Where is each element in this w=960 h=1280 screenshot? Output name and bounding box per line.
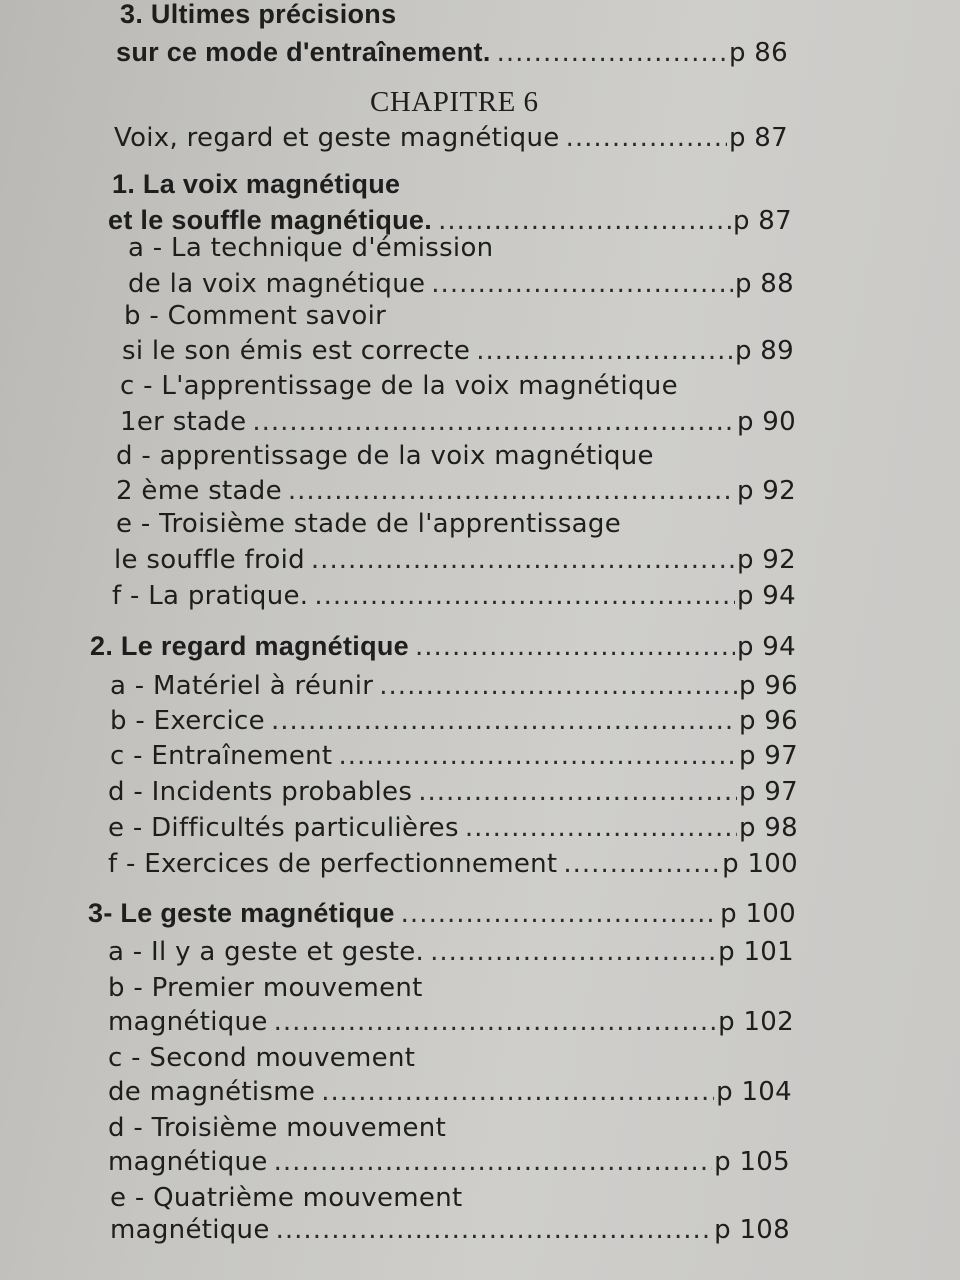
toc-entry-text: c - Entraînement — [110, 741, 333, 771]
toc-leader-dots — [563, 848, 720, 880]
toc-subentry-line: a - La technique d'émission — [128, 233, 494, 263]
toc-subentry — [114, 544, 796, 576]
toc-page-number: p 90 — [736, 407, 796, 437]
toc-entry-text: le souffle froid — [114, 545, 305, 575]
toc-subentry — [108, 848, 798, 880]
chapter-title: Voix, regard et geste magnétique — [114, 123, 560, 153]
chapter-heading: CHAPITRE 6 — [370, 86, 539, 118]
toc-leader-dots — [314, 580, 735, 612]
toc-subentry-line: b - Premier mouvement — [108, 973, 423, 1003]
toc-entry-text: de la voix magnétique — [128, 269, 426, 299]
toc-entry-text: de magnétisme — [108, 1077, 316, 1107]
toc-entry-text: a - Matériel à réunir — [110, 671, 374, 701]
toc-subentry — [116, 475, 796, 507]
toc-entry-text: 2 ème stade — [116, 476, 282, 506]
toc-subentry-line: c - L'apprentissage de la voix magnétique — [120, 371, 678, 401]
toc-page-number: p 87 — [732, 206, 792, 236]
toc-subentry — [110, 1214, 790, 1246]
toc-leader-dots — [276, 1214, 712, 1246]
toc-page-number: p 104 — [716, 1077, 792, 1107]
toc-leader-dots — [497, 37, 727, 69]
toc-subentry — [112, 580, 796, 612]
toc-subentry-line: c - Second mouvement — [108, 1043, 416, 1073]
toc-section-title: 2. Le regard magnétique — [90, 631, 409, 661]
toc-leader-dots — [321, 1076, 714, 1108]
toc-leader-dots — [288, 475, 735, 507]
toc-subentry-line: d - apprentissage de la voix magnétique — [116, 441, 654, 471]
toc-page-number: p 100 — [722, 849, 798, 879]
toc-section-entry — [88, 897, 796, 930]
toc-entry-text: et le souffle magnétique. — [108, 205, 433, 235]
toc-leader-dots — [401, 898, 718, 930]
toc-page-number: p 100 — [720, 899, 796, 929]
toc-section-title: 3- Le geste magnétique — [88, 898, 395, 928]
toc-page-number: p 97 — [738, 741, 798, 771]
toc-subentry — [120, 406, 796, 438]
toc-entry-text: f - Exercices de perfectionnement — [108, 849, 558, 879]
chapter-title-entry — [114, 122, 788, 154]
toc-subentry-line: d - Troisième mouvement — [108, 1113, 447, 1143]
toc-page-number: p 108 — [714, 1215, 790, 1245]
toc-subentry — [108, 1146, 790, 1178]
toc-subentry-line: e - Troisième stade de l'apprentissage — [116, 509, 622, 539]
toc-subentry — [128, 268, 794, 300]
toc-page-number: p 89 — [734, 336, 794, 366]
toc-entry-text: a - Il y a geste et geste. — [108, 937, 425, 967]
toc-subentry — [110, 670, 798, 702]
toc-entry-text: magnétique — [110, 1215, 270, 1245]
toc-leader-dots — [252, 406, 735, 438]
toc-leader-dots — [415, 631, 735, 663]
toc-page-number: p 88 — [734, 269, 794, 299]
toc-leader-dots — [418, 776, 737, 808]
toc-page-number: p 94 — [736, 632, 796, 662]
toc-leader-dots — [311, 544, 735, 576]
toc-section-entry — [90, 630, 796, 663]
toc-page-number: p 94 — [736, 581, 796, 611]
toc-entry-text: si le son émis est correcte — [122, 336, 471, 366]
toc-page-number: p 96 — [738, 706, 798, 736]
toc-subentry — [108, 1076, 792, 1108]
toc-section-title: 3. Ultimes précisions — [120, 0, 397, 29]
toc-subentry-line: b - Comment savoir — [124, 301, 387, 331]
toc-page-number: p 92 — [736, 476, 796, 506]
toc-page-number: p 101 — [718, 937, 794, 967]
toc-subentry — [108, 1006, 794, 1038]
toc-leader-dots — [274, 1006, 716, 1038]
toc-leader-dots — [431, 268, 733, 300]
toc-page-number: p 105 — [714, 1147, 790, 1177]
toc-leader-dots — [430, 936, 716, 968]
toc-leader-dots — [476, 335, 733, 367]
toc-leader-dots — [338, 740, 737, 772]
toc-subentry — [110, 705, 798, 737]
toc-entry-text: b - Exercice — [110, 706, 265, 736]
toc-page-number: p 87 — [728, 123, 788, 153]
toc-leader-dots — [274, 1146, 712, 1178]
toc-entry-text: f - La pratique. — [112, 581, 309, 611]
toc-entry-text: magnétique — [108, 1007, 268, 1037]
toc-subentry — [108, 776, 798, 808]
toc-entry-text: magnétique — [108, 1147, 268, 1177]
toc-entry-text: sur ce mode d'entraînement. — [116, 37, 491, 67]
toc-entry-text: 1er stade — [120, 407, 247, 437]
toc-page-number: p 86 — [728, 38, 788, 68]
toc-subentry-line: e - Quatrième mouvement — [110, 1183, 463, 1213]
toc-subentry — [108, 812, 798, 844]
toc-page-number: p 92 — [736, 545, 796, 575]
toc-entry — [116, 36, 788, 69]
toc-leader-dots — [566, 122, 727, 154]
toc-section-title: 1. La voix magnétique — [112, 169, 401, 199]
toc-leader-dots — [379, 670, 737, 702]
toc-subentry — [110, 740, 798, 772]
toc-subentry — [122, 335, 794, 367]
toc-subentry — [108, 936, 794, 968]
toc-page-number: p 102 — [718, 1007, 794, 1037]
toc-page-number: p 96 — [738, 671, 798, 701]
toc-entry-text: e - Difficultés particulières — [108, 813, 459, 843]
toc-entry-text: d - Incidents probables — [108, 777, 413, 807]
toc-page-number: p 98 — [738, 813, 798, 843]
toc-leader-dots — [271, 705, 737, 737]
toc-page-number: p 97 — [738, 777, 798, 807]
toc-leader-dots — [465, 812, 737, 844]
